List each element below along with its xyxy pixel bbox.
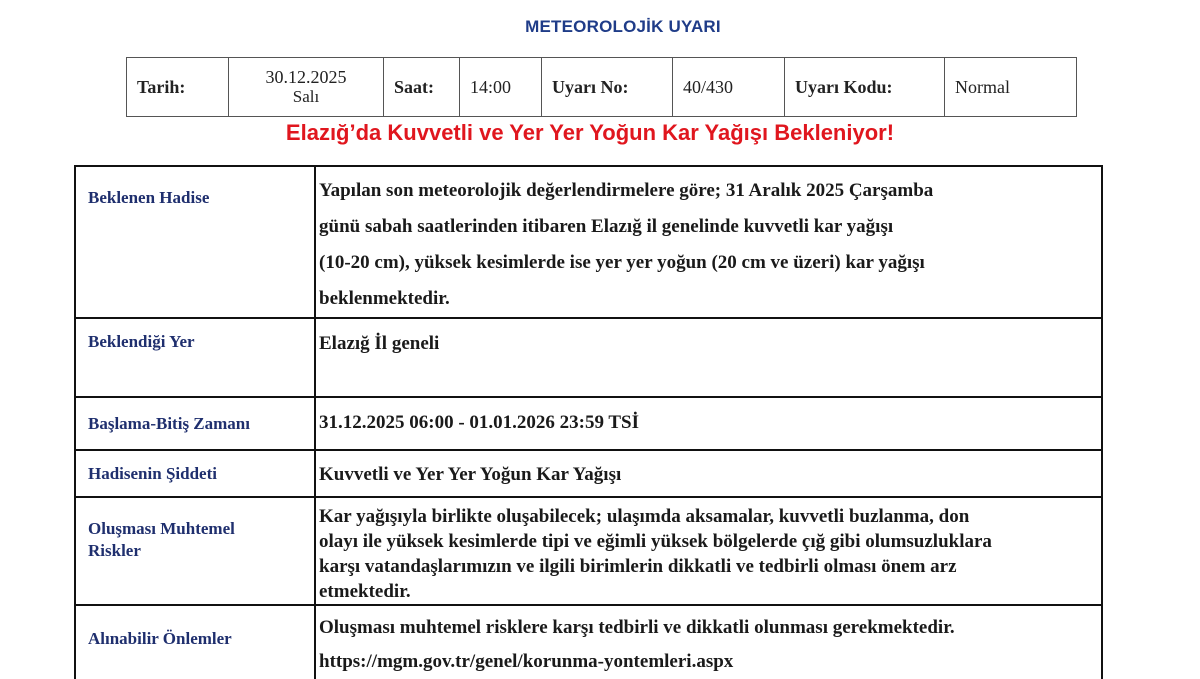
- text-line: Kuvvetli ve Yer Yer Yoğun Kar Yağışı: [319, 464, 622, 485]
- text-line: Kar yağışıyla birlikte oluşabilecek; ulaşımda aksamalar, kuvvetli buzlanma, don: [319, 506, 970, 527]
- row-value-possible-risks: [315, 497, 1102, 605]
- label-line: Riskler: [88, 541, 141, 560]
- row-label-severity: Hadisenin Şiddeti: [75, 450, 315, 497]
- day-value: Salı: [292, 87, 320, 106]
- row-value-expected-location: [315, 318, 1102, 397]
- date-value: 30.12.2025: [265, 67, 347, 87]
- row-label-expected-location: Beklendiği Yer: [75, 318, 315, 397]
- table-row-severity: [75, 450, 1102, 497]
- date-label: Tarih:: [127, 58, 229, 117]
- text-line: etmektedir.: [319, 581, 411, 602]
- text-line: olayı ile yüksek kesimlerde tipi ve eğimli yüksek bölgelerde çığ gibi olumsuzluklara: [319, 531, 992, 552]
- measures-link[interactable]: https://mgm.gov.tr/genel/korunma-yontemleri.aspx: [319, 651, 734, 672]
- text-line: beklenmektedir.: [319, 288, 450, 309]
- time-value: 14:00: [460, 58, 542, 117]
- warning-meta-table: [126, 57, 1077, 117]
- table-row-expected-location: [75, 318, 1102, 397]
- text-line: 31.12.2025 06:00 - 01.01.2026 23:59 TSİ: [319, 412, 640, 433]
- text-line: günü sabah saatlerinden itibaren Elazığ il genelinde kuvvetli kar yağışı: [319, 216, 894, 237]
- date-cell: [229, 58, 384, 117]
- label-line: Oluşması Muhtemel: [88, 519, 235, 538]
- text-line: Oluşması muhtemel risklere karşı tedbirli ve dikkatli olunması gerekmektedir.: [319, 617, 955, 638]
- warning-code-label: Uyarı Kodu:: [785, 58, 945, 117]
- warning-code-value: Normal: [945, 58, 1077, 117]
- text-line: Elazığ İl geneli: [319, 333, 440, 354]
- row-value-measures: [315, 605, 1102, 679]
- row-value-expected-event: [315, 166, 1102, 318]
- row-value-severity: [315, 450, 1102, 497]
- text-line: (10-20 cm), yüksek kesimlerde ise yer yer yoğun (20 cm ve üzeri) kar yağışı: [319, 252, 925, 273]
- table-row-expected-event: [75, 166, 1102, 318]
- text-line: Yapılan son meteorolojik değerlendirmelere göre; 31 Aralık 2025 Çarşamba: [319, 180, 934, 201]
- table-row-measures: [75, 605, 1102, 679]
- row-label-start-end-time: Başlama-Bitiş Zamanı: [75, 397, 315, 450]
- table-row-possible-risks: [75, 497, 1102, 605]
- warning-details-table: [74, 165, 1103, 679]
- document-title: METEOROLOJİK UYARI: [525, 17, 721, 36]
- time-label: Saat:: [384, 58, 460, 117]
- warning-headline: Elazığ’da Kuvvetli ve Yer Yer Yoğun Kar Yağışı Bekleniyor!: [285, 120, 895, 145]
- row-label-possible-risks: [75, 497, 315, 605]
- warning-number-value: 40/430: [673, 58, 785, 117]
- row-label-measures: Alınabilir Önlemler: [75, 605, 315, 679]
- warning-number-label: Uyarı No:: [542, 58, 673, 117]
- row-label-expected-event: Beklenen Hadise: [75, 166, 315, 318]
- text-line: karşı vatandaşlarımızın ve ilgili birimlerin dikkatli ve tedbirli olması önem arz: [319, 556, 957, 577]
- row-value-start-end-time: [315, 397, 1102, 450]
- table-row-start-end-time: [75, 397, 1102, 450]
